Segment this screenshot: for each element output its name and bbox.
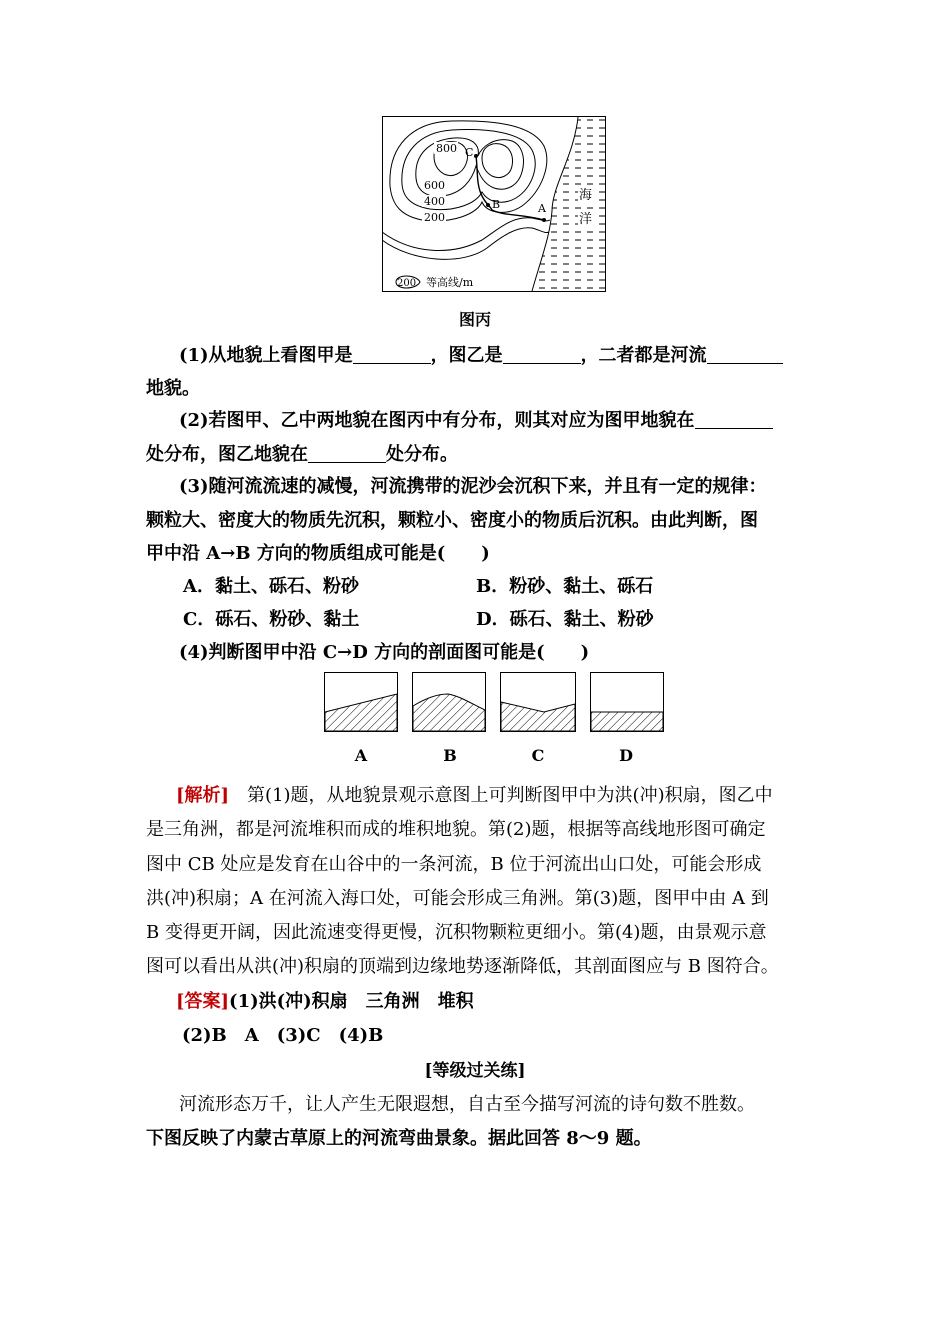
profile-c-figure <box>500 672 576 732</box>
contour-label-200: 200 <box>424 211 445 224</box>
q1-blank-2[interactable] <box>503 343 581 364</box>
analysis-line-6: 图可以看出从洪(冲)积扇的顶端到边缘地势逐渐降低，其剖面图应与 B 图符合。 <box>146 956 779 977</box>
contour-label-600: 600 <box>424 179 445 192</box>
question-3-line-2: 颗粒大、密度大的物质先沉积，颗粒小、密度小的物质后沉积。由此判断，图 <box>146 510 758 531</box>
q3-option-c[interactable]: C．砾石、粉砂、黏土 <box>183 609 360 630</box>
q2-text-2: 处分布，图乙地貌在 <box>146 444 308 465</box>
analysis-line-3: 图中 CB 处应是发育在山谷中的一条河流，B 位于河流出山口处，可能会形成 <box>146 854 762 875</box>
question-4-stem: (4)判断图甲中沿 C→D 方向的剖面图可能是( ) <box>179 642 590 663</box>
passage-line-1: 河流形态万千，让人产生无限遐想，自古至今描写河流的诗句数不胜数。 <box>179 1094 755 1115</box>
profile-d-figure <box>590 672 664 732</box>
analysis-tag: [解析] <box>176 785 230 806</box>
question-1-line-1 <box>179 341 783 367</box>
q2-blank-1[interactable] <box>695 408 773 429</box>
point-b-marker <box>486 203 490 207</box>
q1-text-2: ，图乙是 <box>430 345 503 366</box>
q2-text-1: (2)若图甲、乙中两地貌在图丙中有分布，则其对应为图甲地貌在 <box>179 410 695 431</box>
section-title: [等级过关练] <box>424 1061 526 1081</box>
ocean-label-2: 洋 <box>579 212 593 227</box>
analysis-line-5: B 变得更开阔，因此流速变得更慢，沉积物颗粒更细小。第(4)题，由景观示意 <box>146 922 767 943</box>
answer-tag: [答案] <box>176 991 230 1012</box>
ocean-label-1: 海 <box>579 188 593 203</box>
q1-blank-3[interactable] <box>707 343 783 364</box>
q3-option-b[interactable]: B．粉砂、黏土、砾石 <box>476 576 654 597</box>
answer-text-1: (1)洪(冲)积扇 三角洲 堆积 <box>229 991 474 1012</box>
profile-b-figure <box>412 672 486 732</box>
analysis-text-1: 第(1)题，从地貌景观示意图上可判断图甲中为洪(冲)积扇，图乙中 <box>229 785 773 806</box>
q3-option-d[interactable]: D．砾石、黏土、粉砂 <box>476 609 654 630</box>
point-b-label: B <box>492 198 501 211</box>
figure-caption: 图丙 <box>458 310 491 329</box>
analysis-line-2: 是三角洲，都是河流堆积而成的堆积地貌。第(2)题，根据等高线地形图可确定 <box>146 819 766 840</box>
passage-line-2: 下图反映了内蒙古草原上的河流弯曲景象。据此回答 8～9 题。 <box>146 1128 652 1149</box>
profile-label-b: B <box>443 746 457 765</box>
analysis-line-4: 洪(冲)积扇；A 在河流入海口处，可能会形成三角洲。第(3)题，图甲中由 A 到 <box>146 888 769 909</box>
analysis-line-1 <box>176 781 773 807</box>
profile-a-figure <box>324 672 398 732</box>
q1-blank-1[interactable] <box>353 343 431 364</box>
legend-text: 等高线/m <box>426 276 474 289</box>
q1-text-3: ，二者都是河流 <box>580 345 707 366</box>
contour-label-800: 800 <box>436 142 457 155</box>
question-1-line-2: 地貌。 <box>146 378 200 399</box>
question-2-line-2 <box>146 440 458 466</box>
point-a-label: A <box>538 202 546 215</box>
profile-label-d: D <box>619 746 633 765</box>
profile-label-c: C <box>531 746 545 765</box>
q2-blank-2[interactable] <box>308 442 386 463</box>
contour-map-figure <box>382 116 606 292</box>
q3-option-a[interactable]: A．黏土、砾石、粉砂 <box>183 576 359 597</box>
question-3-line-3: 甲中沿 A→B 方向的物质组成可能是( ) <box>146 543 490 564</box>
answer-line-2: (2)B A (3)C (4)B <box>182 1025 384 1046</box>
legend-value: 200 <box>397 278 417 289</box>
point-c-marker <box>474 154 478 158</box>
profile-label-a: A <box>354 746 368 765</box>
question-2-line-1 <box>179 406 773 432</box>
point-c-label: C <box>465 146 474 159</box>
question-3-line-1: (3)随河流流速的减慢，河流携带的泥沙会沉积下来，并且有一定的规律： <box>179 476 767 497</box>
q2-text-3: 处分布。 <box>386 444 458 465</box>
point-a-marker <box>542 218 546 222</box>
answer-line-1 <box>176 987 474 1013</box>
contour-label-400: 400 <box>424 195 445 208</box>
q1-text-1: (1)从地貌上看图甲是 <box>179 345 353 366</box>
